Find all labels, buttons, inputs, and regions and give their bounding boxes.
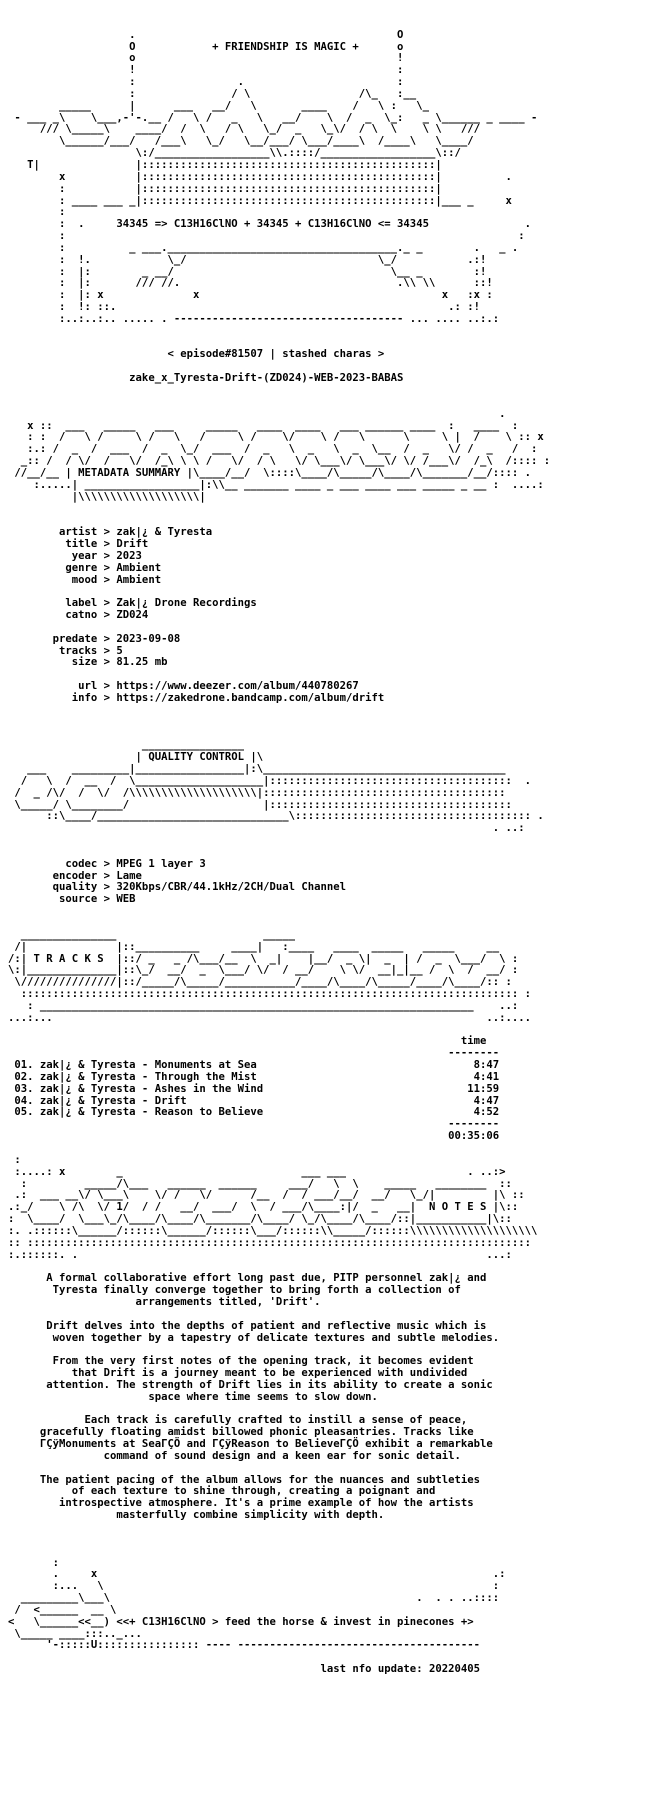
nfo-text-art: . O O + FRIENDSHIP IS MAGIC + o o ! ! : : . : : / \ /\_ :__ _____ | ___ __/ \ ____ / \ : \_ - ___ _\ \___,-'-.__ / \ / _ \ __/ \ / _ \_: _ \______ _ ____ - /// \_____\ ____/ / \ / \ \_/ _ \_\/ / \ \ \ \ /// \______/___/ /___\ \_/ \__/___/ \___/____\ /____\ \____/ \:/__________________\\.::::/__________________\::/ T| |::::::::::::::::::::::::::::::::::::::::::::::| x |::::::::::::::::::::::::::::::::::::::::::::::| . : |::::::::::::::::::::::::::::::::::::::::::::::| : ____ ___ _|::::::::::::::::::::::::::::::::::::::::::::::|___ _ x : : . 34345 => C13H16ClNO + 34345 + C13H16ClNO <= 34345 . : : : _ ___.____________________________________._ _ . _ . : !. \_/ \_/ .:! : |: _ __/ \__ _ :! : |: /// //. .\\ \\ ::! : |: x x x :x : : !: ::. .: :! :..:..:.. ..... . ------------------------------------ ... .... ..:.: < episode#81507 | stashed charas > zake_x_Tyresta-Drift-(ZD024)-WEB-2023-BABAS . x :: ___ _____ ___ _____ ____ ____ ___ ______ ____ : ____ : : : / \ / \ / \ / \ / \/ \ / \ \ \ | / \ :: x :.: / _ / ___ / _ \_/ ___ / _ \ _ \ _ \__ / _ \/ / _ / : _:: / / \/ / \/ /_\ \ \ / \/ / \ \/ \___\/ \___\/ \/ /___\/ /_\ /:::: : //__/__ | METADATA SUMMARY |\____/__/ \::::\____/\_____/\____/\_______/__/:::: . :.....| __________________|:\\__ _______ ____ _ ___ ____ ___ _____ _ __ : ....: |\\\\\\\\\\\\\\\\\\\| artist > zak|¿ & Tyresta title > Drift year > 2023 genre > Ambient mood > Ambient label > Zak|¿ Drone Recordings catno > ZD024 predate > 2023-09-08 tracks > 5 size > 81.25 mb url > https://www.deezer.com/album/440780267 info > https://zakedrone.bandcamp.com/album/drift ________________ | QUALITY CONTROL |\ ___ _________|_________________|:\______________________________________ / \ / __ / \____________________|:::::::::::::::::::::::::::::::::::::: . / _ /\/ / \/ /\\\\\\\\\\\\\\\\\\\\|:::::::::::::::::::::::::::::::::::::: \_____/ \________/ |:::::::::::::::::::::::::::::::::::::: ::\____/______________________________\::::::::::::::::::::::::::::::::::::: . . ..: codec > MPEG 1 layer 3 encoder > Lame quality > 320Kbps/CBR/44.1kHz/2CH/Dual Channel source > WEB _______________ _____ /| |::__________ ____| :____ ____ _____ _____ __ /:| T R A C K S |::/ _ _ /\___/__ \ _| |__/ _ \| _ | / _ \___/ \ : \:|______________|::\_/ __/ _ \___/ \/ / __/ \ \/ __|_|__ / \ / __/ : \///////////////|::/_____/\_____/___________/____/\____/\_____/____/\____/:: : :::::::::::::::::::::::::::::::::::::::::::::::::::::::::::::::::::::::::::::: : : ____________________________________________________________________ ..: ...:... ..:.... time -------- 01. zak|¿ & Tyresta - Monuments at Sea 8:47 02. zak|¿ & Tyresta - Through the Mist 4:41 03. zak|¿ & Tyresta - Ashes in the Wind 11:59 04. zak|¿ & Tyresta - Drift 4:47 05. zak|¿ & Tyresta - Reason to Believe 4:52 -------- 00:35:06 : :....: x _ ___ ___ . ..:> : _____/\___ ______ ______ ___/ \ \ _____ ________ :: .: ___ __\/ \___\ \/ / \/ /__ / / ___/__/ __/ \_/| |\ :: .:_/ \ /\ \/ 1/ / / __/ ___/ \ / ___/\____:|/ _ __| N O T E S |\:: : \____/ \___\_/\____/\____/\_______/\____/ \_/\____/\____/::|___________|\:: :. .::::::\______/::::::\______/::::::\___/::::::\\_____/::::::\\\\\\\\\\\\\\\\\\\\ :: ::::::::::::::::::::::::::::::::::::::::::::::::::::::::::::::::::::::::::::::: :.::::::. . ...: A formal collaborative effort long past due, PITP personnel zak|¿ and Tyresta finally converge together to bring forth a collection of arrangements titled, 'Drift'. Drift delves into the depths of patient and reflective music which is woven together by a tapestry of delicate textures and subtle melodies. From the very first notes of the opening track, it becomes evident that Drift is a journey meant to be experienced with undivided attention. The strength of Drift lies in its ability to create a sonic space where time seems to slow down. Each track is carefully crafted to instill a sense of peace, gracefully floating amidst billowed phonic pleasantries. Tracks like ΓÇÿMonuments at SeaΓÇÖ and ΓÇÿReason to BelieveΓÇÖ exhibit a remarkable command of sound design and a keen ear for sonic detail. The patient pacing of the album allows for the nuances and subtleties of each texture to shine through, creating a poignant and introspective atmosphere. It's a prime example of how the artists masterfully combine simplicity with depth. : . x .: :... \ : _________\___\ . . . ..:::: / <______ __ \ < \______<<__) <<+ C13H16ClNO > feed the horse & invest in pinecones +> \_____ ____:::.._... '-:::::U:::::::::::::::: ---- -------------------------------------- last nfo update: 20220405	[8, 28, 551, 1676]
